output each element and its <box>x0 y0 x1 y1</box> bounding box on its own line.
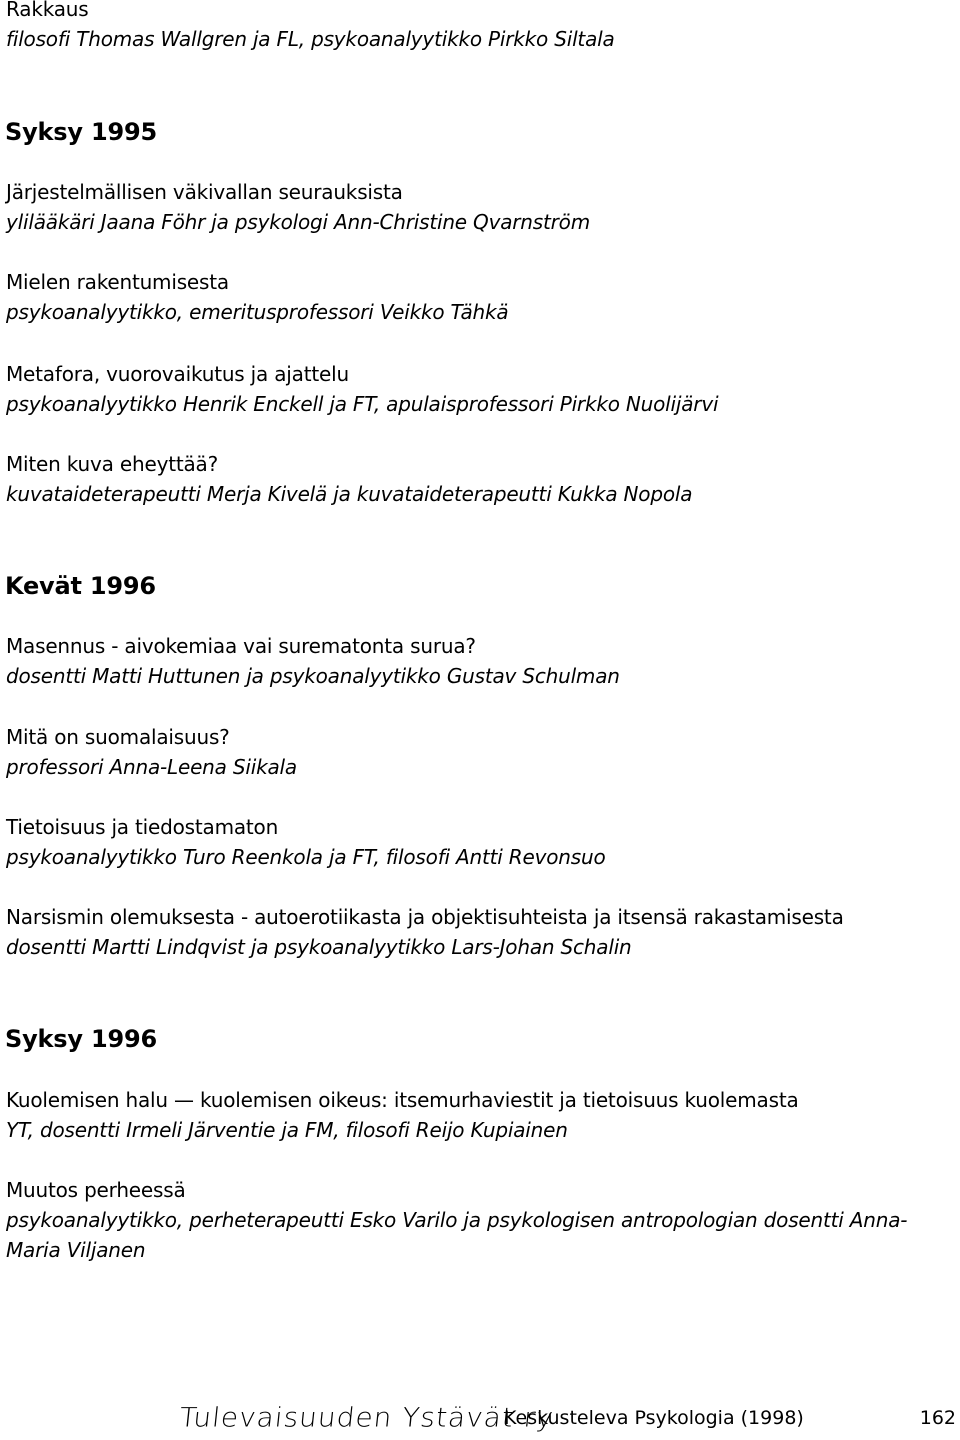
lecture-speakers: dosentti Martti Lindqvist ja psykoanalyytikko Lars-Johan Schalin <box>6 935 632 959</box>
lecture-speakers: dosentti Matti Huttunen ja psykoanalyytikko Gustav Schulman <box>6 664 620 688</box>
lecture-title: Narsismin olemuksesta - autoerotiikasta ja objektisuhteista ja itsensä rakastamisesta <box>6 905 844 929</box>
lecture-title: Mitä on suomalaisuus? <box>6 725 230 749</box>
lecture-speakers: psykoanalyytikko Turo Reenkola ja FT, filosofi Antti Revonsuo <box>6 845 606 869</box>
lecture-speakers: filosofi Thomas Wallgren ja FL, psykoanalyytikko Pirkko Siltala <box>6 27 615 51</box>
lecture-speakers: psykoanalyytikko, perheterapeutti Esko Varilo ja psykologisen antropologian dosentti Anna- <box>6 1208 908 1232</box>
lecture-title: Miten kuva eheyttää? <box>6 452 219 476</box>
lecture-title: Tietoisuus ja tiedostamaton <box>6 815 279 839</box>
lecture-title: Rakkaus <box>6 0 89 21</box>
section-heading: Syksy 1995 <box>5 118 157 146</box>
page-footer <box>0 1402 960 1436</box>
lecture-speakers: YT, dosentti Irmeli Järventie ja FM, filosofi Reijo Kupiainen <box>6 1118 568 1142</box>
section-heading: Syksy 1996 <box>5 1025 157 1053</box>
publication-title: Keskusteleva Psykologia (1998) <box>504 1407 804 1429</box>
section-heading: Kevät 1996 <box>5 572 156 600</box>
lecture-speakers: kuvataideterapeutti Merja Kivelä ja kuvataideterapeutti Kukka Nopola <box>6 482 693 506</box>
lecture-speakers: psykoanalyytikko Henrik Enckell ja FT, apulaisprofessori Pirkko Nuolijärvi <box>6 392 719 416</box>
lecture-title: Metafora, vuorovaikutus ja ajattelu <box>6 362 349 386</box>
lecture-speakers-continued: Maria Viljanen <box>6 1238 146 1262</box>
page-number: 162 <box>919 1407 956 1429</box>
lecture-speakers: professori Anna-Leena Siikala <box>6 755 297 779</box>
lecture-title: Masennus - aivokemiaa vai surematonta surua? <box>6 634 476 658</box>
lecture-title: Järjestelmällisen väkivallan seurauksista <box>6 180 403 204</box>
lecture-title: Kuolemisen halu — kuolemisen oikeus: itsemurhaviestit ja tietoisuus kuolemasta <box>6 1088 799 1112</box>
organization-logo: Tulevaisuuden Ystävät ry <box>177 1401 556 1433</box>
lecture-title: Mielen rakentumisesta <box>6 270 229 294</box>
lecture-speakers: ylilääkäri Jaana Föhr ja psykologi Ann-Christine Qvarnström <box>6 210 590 234</box>
lecture-speakers: psykoanalyytikko, emeritusprofessori Veikko Tähkä <box>6 300 509 324</box>
lecture-title: Muutos perheessä <box>6 1178 186 1202</box>
